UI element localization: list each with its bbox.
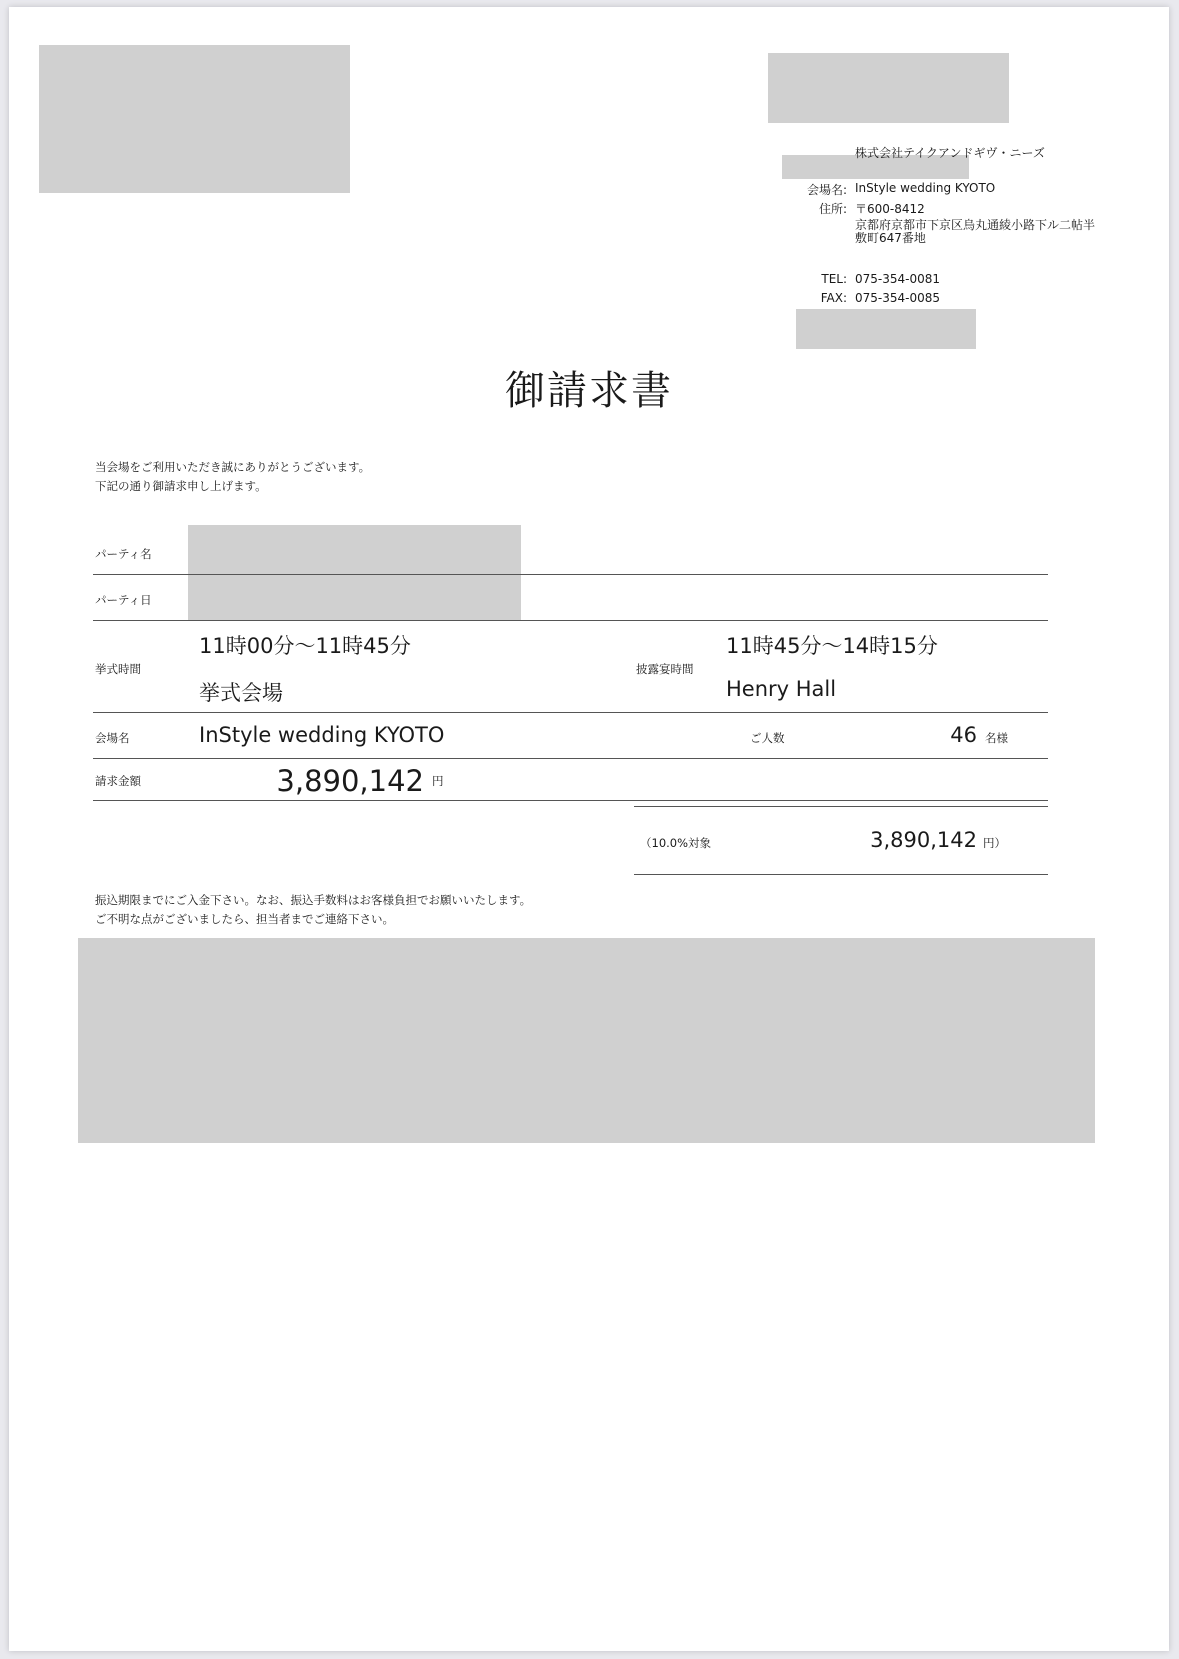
- amount-value: 3,890,142: [276, 764, 424, 798]
- row-divider: [93, 758, 1048, 759]
- redacted-party-info: [188, 525, 521, 620]
- address-line-1: 京都府京都市下京区烏丸通綾小路下ル二帖半: [855, 218, 1096, 232]
- guests-label: ご人数: [750, 731, 785, 745]
- guests-value: 46: [950, 723, 977, 747]
- tel-value: 075-354-0081: [855, 272, 941, 286]
- invoice-page: [9, 7, 1169, 1651]
- row-divider: [93, 800, 1048, 801]
- tax-label: （10.0%対象: [640, 836, 712, 850]
- redacted-stamp-block: [796, 309, 976, 349]
- row-divider: [93, 574, 1048, 575]
- venue-value: InStyle wedding KYOTO: [855, 181, 996, 195]
- row-divider: [93, 712, 1048, 713]
- guests-unit: 名様: [985, 731, 1008, 745]
- tax-box-bottom-border: [634, 874, 1048, 875]
- address-label: 住所:: [818, 202, 847, 216]
- postal-code: 〒600-8412: [855, 202, 925, 216]
- venue-name-label: 会場名: [95, 731, 130, 745]
- amount-label: 請求金額: [95, 774, 141, 788]
- ceremony-time-value: 11時00分〜11時45分: [199, 634, 411, 658]
- reception-time-value: 11時45分〜14時15分: [726, 634, 938, 658]
- tax-value: 3,890,142: [870, 828, 977, 852]
- party-name-label: パーティ名: [95, 547, 152, 561]
- reception-time-label: 披露宴時間: [636, 662, 694, 676]
- fax-label: FAX:: [820, 291, 847, 305]
- fax-value: 075-354-0085: [855, 291, 941, 305]
- amount-unit: 円: [432, 774, 444, 788]
- greeting-line-1: 当会場をご利用いただき誠にありがとうございます。: [95, 460, 371, 474]
- redacted-bank-block: [78, 938, 1095, 1143]
- reception-venue-value: Henry Hall: [726, 677, 837, 701]
- tax-box-top-border: [634, 806, 1048, 807]
- payment-note-line-1: 振込期限までにご入金下さい。なお、振込手数料はお客様負担でお願いいたします。: [95, 893, 532, 907]
- venue-label: 会場名:: [806, 183, 847, 197]
- tax-unit: 円）: [983, 836, 1006, 850]
- ceremony-venue-value: 挙式会場: [199, 681, 283, 705]
- row-divider: [93, 620, 1048, 621]
- page-title: 御請求書: [505, 368, 673, 414]
- greeting-line-2: 下記の通り御請求申し上げます。: [95, 479, 267, 493]
- venue-name-value: InStyle wedding KYOTO: [199, 723, 445, 747]
- party-date-label: パーティ日: [95, 593, 152, 607]
- address-line-2: 敷町647番地: [855, 231, 926, 245]
- redacted-logo-block: [768, 53, 1009, 123]
- company-name: 株式会社テイクアンドギヴ・ニーズ: [855, 146, 1045, 160]
- ceremony-time-label: 挙式時間: [95, 662, 141, 676]
- payment-note-line-2: ご不明な点がございましたら、担当者までご連絡下さい。: [95, 912, 394, 926]
- tel-label: TEL:: [821, 272, 847, 286]
- redacted-recipient-block: [39, 45, 350, 193]
